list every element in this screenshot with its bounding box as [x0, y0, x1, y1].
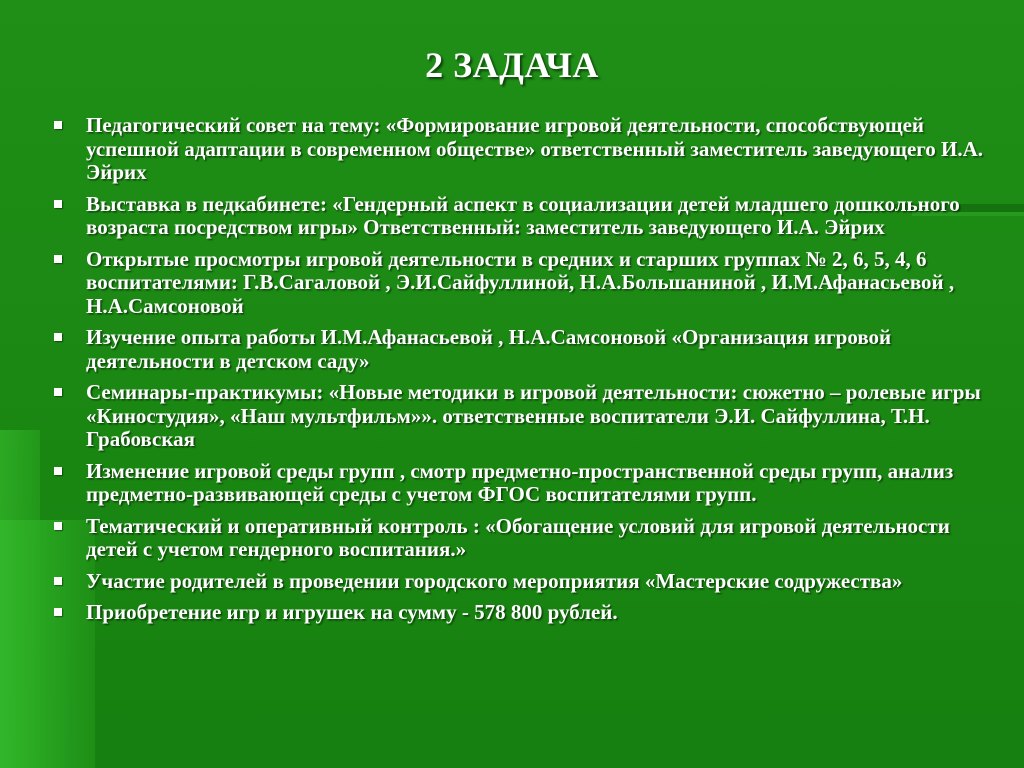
list-item-text: Тематический и оперативный контроль : «Обогащение условий для игровой деятельности детей с учетом гендерного воспитания.»: [86, 513, 950, 561]
list-item: [54, 460, 1004, 507]
square-bullet-icon: [54, 388, 62, 396]
square-bullet-icon: [54, 467, 62, 475]
square-bullet-icon: [54, 255, 62, 263]
list-item: [54, 326, 1004, 373]
square-bullet-icon: [54, 608, 62, 616]
list-item: [54, 248, 1004, 319]
square-bullet-icon: [54, 121, 62, 129]
list-item-text: Семинары-практикумы: «Новые методики в игровой деятельности: сюжетно – ролевые игры «Киностудия», «Наш мультфильм»». ответственные воспитатели Э.И. Сайфуллина, Т.Н. Грабовская: [86, 380, 981, 451]
list-item: [54, 570, 1004, 594]
list-item: [54, 381, 1004, 452]
slide-title: 2 ЗАДАЧА: [425, 45, 599, 85]
list-item-text: Открытые просмотры игровой деятельности в средних и старших группах № 2, 6, 5, 4, 6 воспитателями: Г.В.Сагаловой , Э.И.Сайфуллиной, Н.А.Большаниной , И.М.Афанасьевой , Н.А.Самсоновой: [86, 246, 955, 318]
square-bullet-icon: [54, 522, 62, 530]
list-item: [54, 515, 1004, 562]
list-item: [54, 114, 1004, 185]
list-item-text: Участие родителей в проведении городского мероприятия «Мастерские содружества»: [86, 568, 903, 593]
square-bullet-icon: [54, 333, 62, 341]
list-item-text: Выставка в педкабинете: «Гендерный аспект в социализации детей младшего дошкольного возраста посредством игры» Ответственный: заместитель заведующего И.А. Эйрих: [86, 191, 960, 239]
list-item-text: Изучение опыта работы И.М.Афанасьевой , Н.А.Самсоновой «Организация игровой деятельности в детском саду»: [86, 325, 892, 373]
list-item: [54, 193, 1004, 240]
square-bullet-icon: [54, 577, 62, 585]
list-item-text: Приобретение игр и игрушек на сумму - 578 800 рублей.: [86, 600, 618, 624]
bullet-list: [54, 114, 1004, 633]
list-item: [54, 601, 1004, 625]
square-bullet-icon: [54, 200, 62, 208]
list-item-text: Педагогический совет на тему: «Формирование игровой деятельности, способствующей успешной адаптации в современном обществе» ответственный заместитель заведующего И.А. Эйрих: [86, 113, 984, 184]
list-item-text: Изменение игровой среды групп , смотр предметно-пространственной среды групп, анализ предметно-развивающей среды с учетом ФГОС воспитателями групп.: [86, 458, 954, 506]
